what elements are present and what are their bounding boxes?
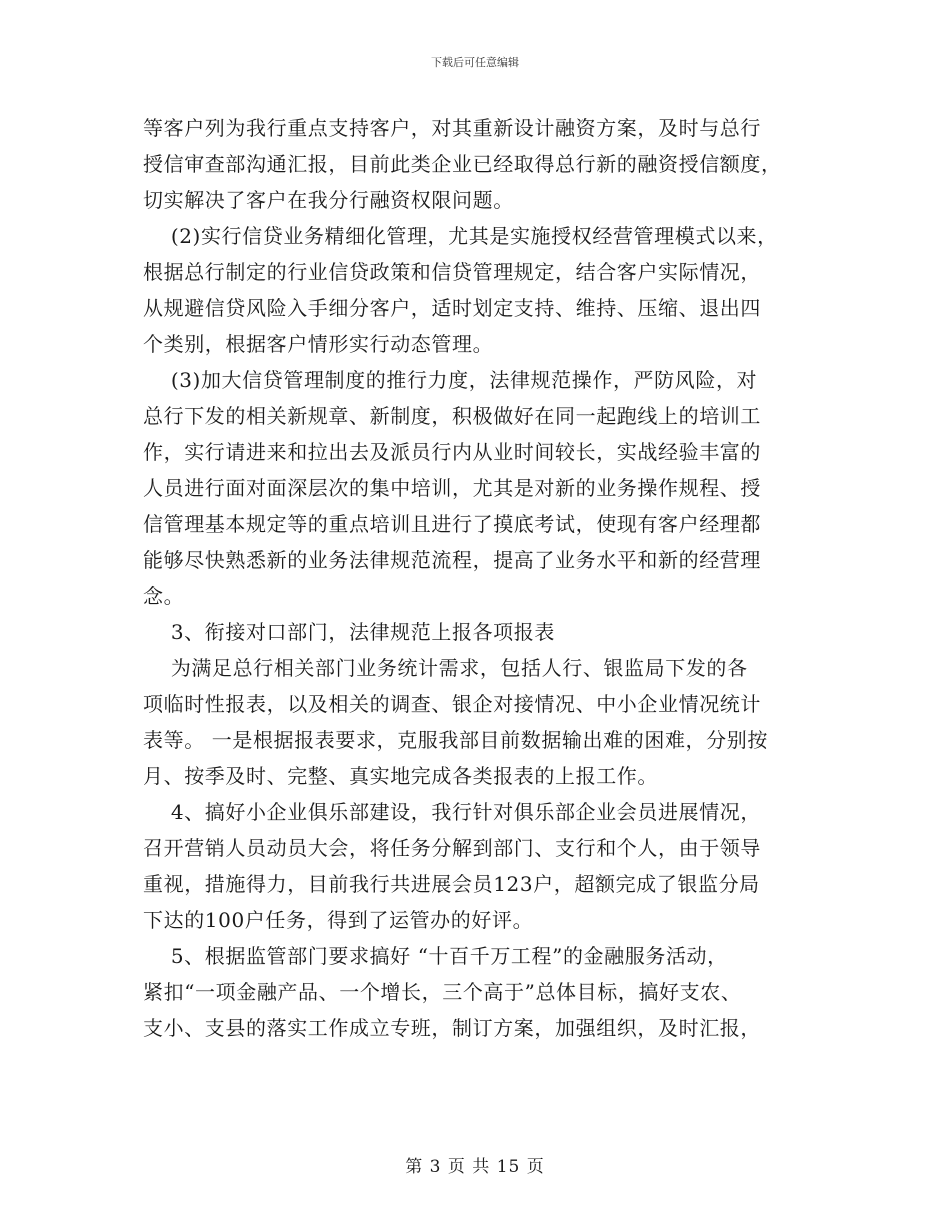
text-line: 能够尽快熟悉新的业务法律规范流程，提高了业务水平和新的经营理 bbox=[143, 548, 761, 572]
text-line: 召开营销人员动员大会，将任务分解到部门、支行和个人，由于领导 bbox=[143, 836, 761, 860]
text-line: 重视，措施得力，目前我行共进展会员123户，超额完成了银监分局 bbox=[143, 872, 760, 896]
text-line: 作，实行请进来和拉出去及派员行内从业时间较长，实战经验丰富的 bbox=[143, 440, 761, 464]
text-line: 总行下发的相关新规章、新制度，积极做好在同一起跑线上的培训工 bbox=[143, 404, 761, 428]
document-body bbox=[143, 110, 823, 1046]
text-line: 4、搞好小企业俱乐部建设，我行针对俱乐部企业会员进展情况， bbox=[143, 800, 761, 824]
text-line: 等客户列为我行重点支持客户，对其重新设计融资方案，及时与总行 bbox=[143, 116, 761, 140]
text-line: 根据总行制定的行业信贷政策和信贷管理规定，结合客户实际情况， bbox=[143, 260, 761, 284]
text-line: 切实解决了客户在我分行融资权限问题。 bbox=[143, 188, 514, 212]
text-line: (2)实行信贷业务精细化管理，尤其是实施授权经营管理模式以来， bbox=[143, 224, 778, 248]
text-line: 5、根据监管部门要求搞好 “十百千万工程”的金融服务活动， bbox=[143, 944, 728, 968]
text-line: 念。 bbox=[143, 584, 185, 608]
text-line: 表等。 一是根据报表要求，克服我部目前数据输出难的困难，分别按 bbox=[143, 728, 768, 752]
page-header: 下载后可任意编辑 bbox=[431, 56, 519, 69]
text-line: 为满足总行相关部门业务统计需求，包括人行、银监局下发的各 bbox=[143, 656, 748, 680]
text-line: 从规避信贷风险入手细分客户，适时划定支持、维持、压缩、退出四 bbox=[143, 296, 761, 320]
text-line: 个类别，根据客户情形实行动态管理。 bbox=[143, 332, 494, 356]
text-line: 紧扣“一项金融产品、一个增长，三个高于”总体目标，搞好支农、 bbox=[143, 980, 742, 1004]
page-number-footer: 第 3 页 共 15 页 bbox=[405, 1157, 545, 1177]
text-line: 人员进行面对面深层次的集中培训，尤其是对新的业务操作规程、授 bbox=[143, 476, 761, 500]
text-line: (3)加大信贷管理制度的推行力度，法律规范操作，严防风险，对 bbox=[143, 368, 758, 392]
text-line: 信管理基本规定等的重点培训且进行了摸底考试，使现有客户经理都 bbox=[143, 512, 761, 536]
text-line: 月、按季及时、完整、真实地完成各类报表的上报工作。 bbox=[143, 764, 658, 788]
text-line: 授信审查部沟通汇报，目前此类企业已经取得总行新的融资授信额度， bbox=[143, 152, 782, 176]
text-line: 项临时性报表，以及相关的调查、银企对接情况、中小企业情况统计 bbox=[143, 692, 761, 716]
section-heading: 3、衔接对口部门，法律规范上报各项报表 bbox=[143, 620, 555, 644]
text-line: 下达的100户任务，得到了运管办的好评。 bbox=[143, 908, 534, 932]
text-line: 支小、支县的落实工作成立专班，制订方案，加强组织，及时汇报， bbox=[143, 1016, 761, 1040]
